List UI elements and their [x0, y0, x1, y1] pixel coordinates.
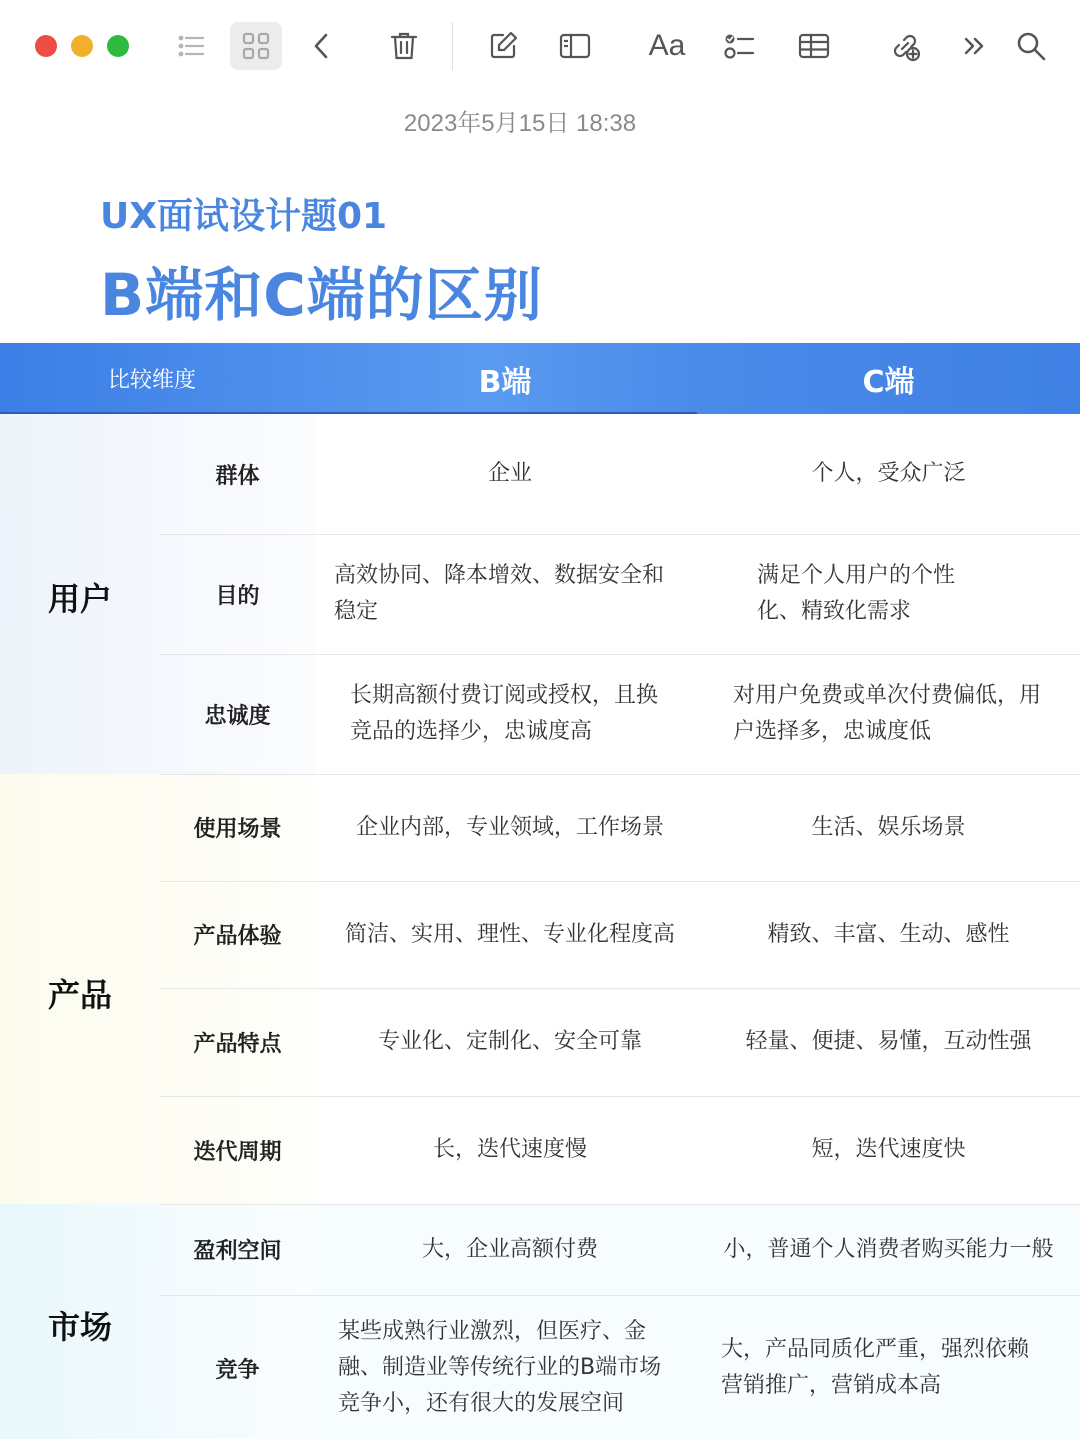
row-dimension: 产品体验	[193, 924, 282, 949]
toolbar-divider	[452, 22, 453, 70]
row-b-value: 企业	[487, 461, 532, 486]
table-row	[160, 988, 1080, 1097]
row-b-value: 企业内部，专业领域，工作场景	[355, 814, 664, 840]
row-b-value: 高效协同、降本增效、数据安全和稳定	[334, 563, 665, 624]
row-dimension: 群体	[215, 463, 260, 489]
row-dimension: 产品特点	[193, 1031, 282, 1057]
header-b-side: B端	[478, 364, 532, 400]
row-c-value: 大，产品同质化严重，强烈依赖营销推广，营销成本高	[721, 1337, 1030, 1398]
compose-icon[interactable]	[481, 24, 525, 68]
checklist-icon[interactable]	[717, 24, 761, 68]
table-header	[0, 343, 1080, 414]
header-c-side: C端	[862, 364, 915, 400]
row-c-value: 生活、娱乐场景	[811, 814, 966, 840]
row-c-value: 对用户免费或单次付费偏低，用户选择多，忠诚度低	[733, 683, 1042, 744]
header-dimension: 比较维度	[108, 368, 197, 393]
back-icon[interactable]	[300, 24, 344, 68]
table-row	[160, 654, 1080, 775]
table-row	[160, 1295, 1080, 1441]
table-row	[160, 1204, 1080, 1296]
row-c-value: 精致、丰富、生动、感性	[767, 921, 1010, 947]
table-row	[160, 534, 1080, 655]
search-icon[interactable]	[1009, 24, 1053, 68]
note-date: 2023年5月15日 18:38	[403, 110, 637, 137]
table-row	[160, 1096, 1080, 1205]
group-label-product: 产品	[48, 976, 113, 1014]
row-c-value: 小，普通个人消费者购买能力一般	[723, 1236, 1054, 1262]
table-icon[interactable]	[792, 24, 836, 68]
note-title: B端和C端的区别	[100, 261, 543, 329]
list-view-icon[interactable]	[169, 24, 213, 68]
trash-icon[interactable]	[382, 24, 426, 68]
table-row	[160, 881, 1080, 989]
row-dimension: 迭代周期	[193, 1139, 282, 1165]
format-icon[interactable]: Aa	[648, 29, 686, 62]
group-label-user: 用户	[48, 580, 113, 618]
row-c-value: 轻量、便捷、易懂，互动性强	[745, 1029, 1032, 1054]
note-subtitle: UX面试设计题01	[100, 196, 388, 237]
more-icon[interactable]	[952, 24, 996, 68]
row-b-value: 长期高额付费订阅或授权，且换竞品的选择少，忠诚度高	[350, 683, 659, 744]
table-row	[160, 414, 1080, 535]
toolbar	[0, 0, 1080, 92]
row-dimension: 竞争	[215, 1357, 260, 1383]
row-dimension: 忠诚度	[204, 703, 271, 729]
row-dimension: 目的	[215, 583, 260, 609]
row-b-value: 专业化、定制化、安全可靠	[377, 1029, 642, 1054]
row-c-value: 个人，受众广泛	[811, 461, 966, 486]
share-icon[interactable]	[883, 24, 927, 68]
row-b-value: 简洁、实用、理性、专业化程度高	[344, 921, 675, 947]
zoom-window-button[interactable]	[107, 35, 129, 57]
grid-view-icon[interactable]	[230, 22, 282, 70]
row-dimension: 盈利空间	[193, 1239, 282, 1264]
row-dimension: 使用场景	[193, 817, 282, 842]
close-window-button[interactable]	[35, 35, 57, 57]
row-b-value: 长，迭代速度慢	[432, 1137, 587, 1162]
group-label-market: 市场	[48, 1308, 113, 1346]
row-b-value: 某些成熟行业激烈，但医疗、金融、制造业等传统行业的B端市场竞争小，还有很大的发展空间	[338, 1319, 662, 1416]
row-c-value: 短，迭代速度快	[811, 1137, 966, 1162]
sidebar-icon[interactable]	[553, 24, 597, 68]
table-row	[160, 774, 1080, 882]
minimize-window-button[interactable]	[71, 35, 93, 57]
row-b-value: 大，企业高额付费	[421, 1236, 598, 1262]
row-c-value: 满足个人用户的个性化、精致化需求	[757, 563, 956, 624]
